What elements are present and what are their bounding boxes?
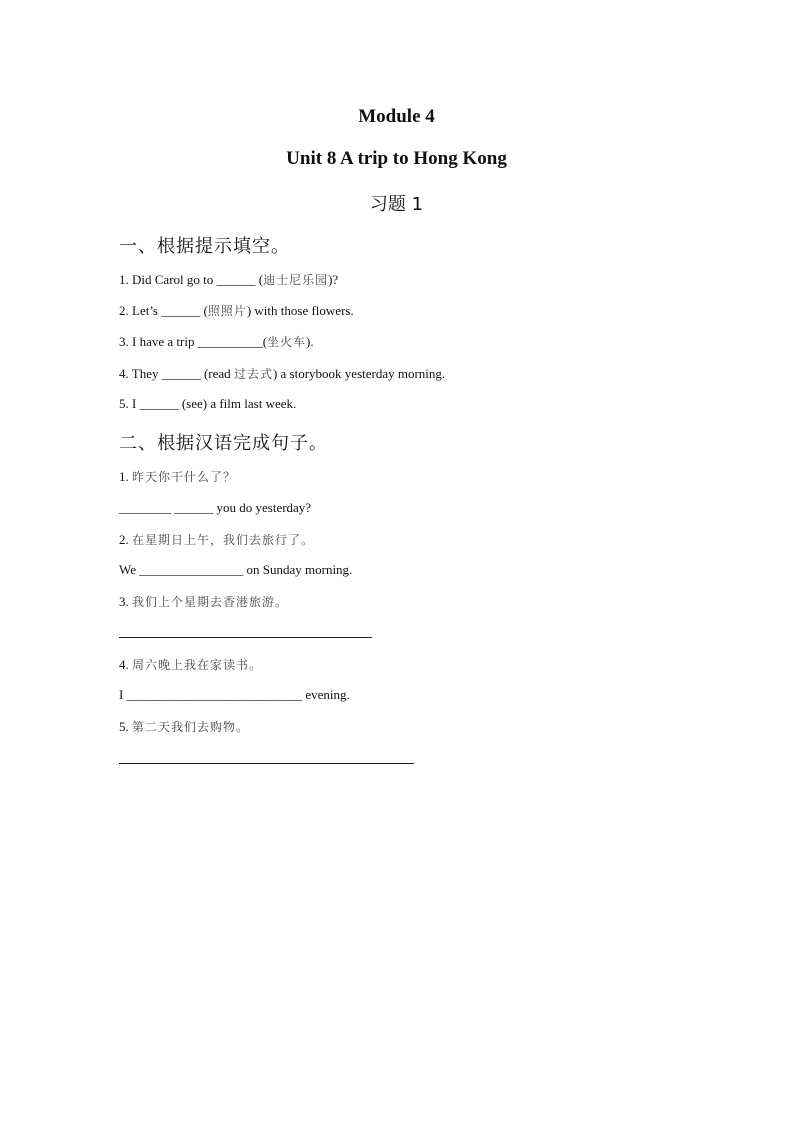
fill-item-hint: 迪士尼乐园 [263,273,329,287]
translate-q3-prompt [119,593,288,610]
translate-q2-answer: We ________________ on Sunday morning. [119,562,353,577]
question-chinese: 我们上个星期去香港旅游。 [132,595,289,609]
answer-line-q5 [119,763,414,764]
fill-item-text: 1. Did Carol go to ______ ( [119,272,264,287]
unit-title: Unit 8 A trip to Hong Kong [286,148,507,169]
fill-item-text: ) with those flowers. [246,303,354,318]
fill-item-text: )? [328,272,339,287]
translate-q4-prompt [119,656,262,673]
question-number: 4. [119,657,132,672]
fill-item-3 [119,333,314,350]
section2-heading: 二、根据汉语完成句子。 [119,433,328,454]
fill-item-hint: 过去式 [233,367,273,381]
question-number: 2. [119,532,132,547]
fill-item-text: 2. Let’s ______ ( [119,303,208,318]
fill-item-text: ) a storybook yesterday morning. [272,366,446,381]
translate-q2-prompt [119,531,314,548]
fill-item-4 [119,365,445,382]
answer-line-q3 [119,637,372,638]
question-number: 3. [119,594,132,609]
question-chinese: 昨天你干什么了？ [132,470,237,484]
fill-item-text: 5. I ______ (see) a film last week. [119,396,297,411]
module-title: Module 4 [358,106,435,127]
fill-item-text: 3. I have a trip __________( [119,334,268,349]
translate-q1-answer: ________ ______ you do yesterday? [119,500,312,515]
exercise-title: 习题 1 [369,194,424,215]
section1-heading: 一、根据提示填空。 [119,236,290,257]
question-number: 1. [119,469,132,484]
fill-item-hint: 照照片 [207,304,247,318]
translate-q1-prompt [119,468,236,485]
fill-item-5 [119,396,296,412]
question-chinese: 在星期日上午，我们去旅行了。 [132,533,315,547]
translate-q5-prompt [119,718,249,735]
fill-item-1 [119,271,338,288]
fill-item-2 [119,302,354,319]
fill-item-text: ). [306,334,314,349]
translate-q4-answer: I ___________________________ evening. [119,687,350,702]
question-number: 5. [119,719,132,734]
fill-item-hint: 坐火车 [267,335,307,349]
question-chinese: 第二天我们去购物。 [132,720,250,734]
fill-item-text: 4. They ______ (read [119,366,234,381]
question-chinese: 周六晚上我在家读书。 [132,658,263,672]
